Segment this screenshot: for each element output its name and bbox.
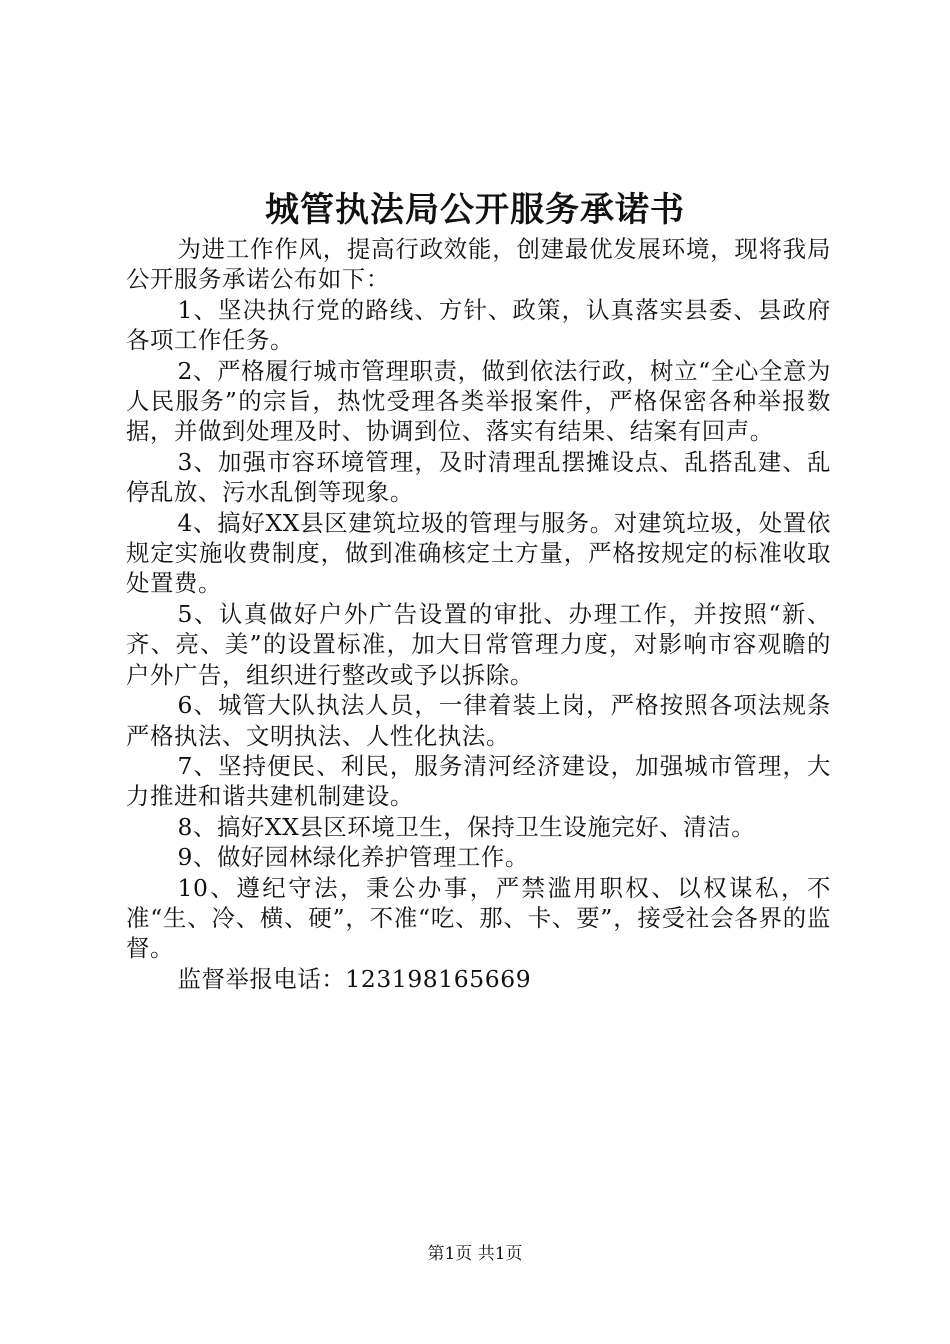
- hotline-paragraph: 监督举报电话：123198165669: [177, 964, 532, 993]
- commitment-item-3: 3、加强市容环境管理，及时清理乱摆摊设点、乱搭乱建、乱停乱放、污水乱倒等现象。: [126, 447, 831, 507]
- commitment-item-2: 2、严格履行城市管理职责，做到依法行政，树立“全心全意为人民服务”的宗旨，热忱受理各类举报案件，严格保密各种举报数据，并做到处理及时、协调到位、落实有结果、结案有回声。: [126, 356, 831, 446]
- document-body: [126, 234, 831, 994]
- commitment-item-9: 9、做好园林绿化养护管理工作。: [177, 843, 529, 872]
- commitment-item-10: 10、遵纪守法，秉公办事，严禁滥用职权、以权谋私，不准“生、冷、横、硬”，不准“吃、那、卡、要”，接受社会各界的监督。: [126, 873, 831, 963]
- document-title: 城管执法局公开服务承诺书: [265, 190, 685, 230]
- commitment-item-7: 7、坚持便民、利民，服务清河经济建设，加强城市管理，大力推进和谐共建机制建设。: [126, 751, 831, 811]
- commitment-item-6: 6、城管大队执法人员，一律着装上岗，严格按照各项法规条严格执法、文明执法、人性化执法。: [126, 691, 831, 750]
- page-number-footer: 第1页 共1页: [427, 1244, 523, 1264]
- commitment-item-8: 8、搞好XX县区环境卫生，保持卫生设施完好、清洁。: [177, 812, 756, 841]
- commitment-item-1: 1、坚决执行党的路线、方针、政策，认真落实县委、县政府各项工作任务。: [126, 295, 831, 355]
- commitment-item-5: 5、认真做好户外广告设置的审批、办理工作，并按照“新、齐、亮、美”的设置标准，加大日常管理力度，对影响市容观瞻的户外广告，组织进行整改或予以拆除。: [126, 599, 831, 689]
- intro-paragraph: 为进工作作风，提高行政效能，创建最优发展环境，现将我局公开服务承诺公布如下：: [126, 235, 831, 294]
- commitment-item-4: 4、搞好XX县区建筑垃圾的管理与服务。对建筑垃圾，处置依规定实施收费制度，做到准确核定土方量，严格按规定的标准收取处置费。: [126, 508, 831, 598]
